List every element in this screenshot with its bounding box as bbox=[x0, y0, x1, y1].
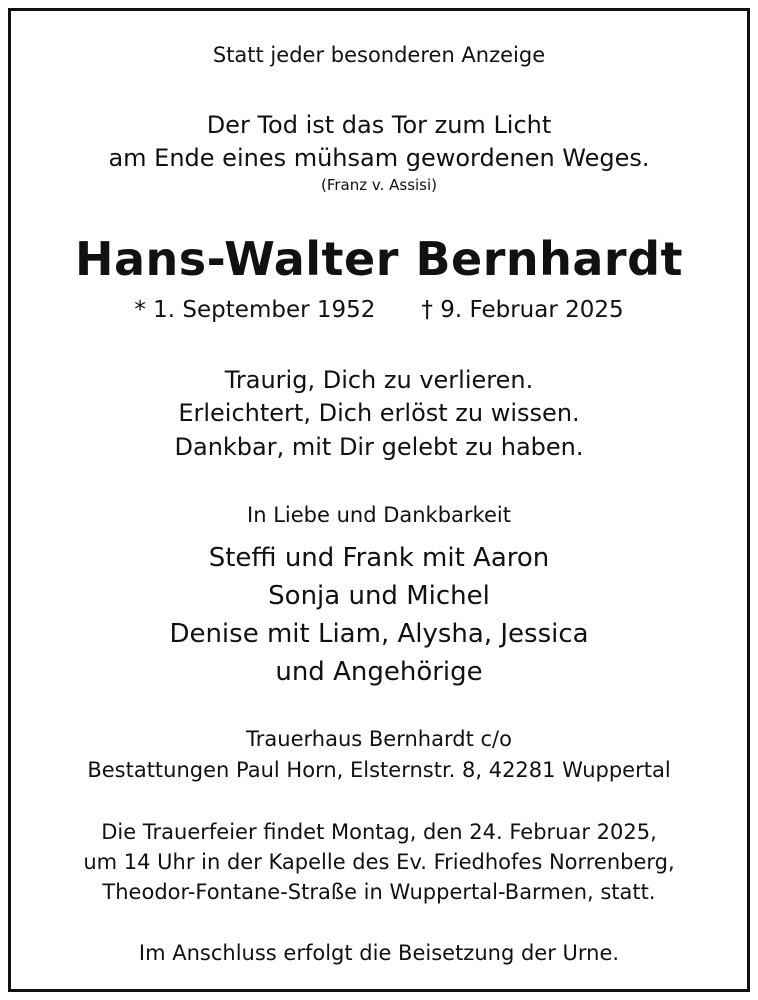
quote-line-2: am Ende eines mühsam gewordenen Weges. bbox=[108, 144, 650, 172]
mourner-line-3: Denise mit Liam, Alysha, Jessica bbox=[169, 619, 589, 649]
quote-line-1: Der Tod ist das Tor zum Licht bbox=[206, 111, 552, 139]
quote-author: (Franz v. Assisi) bbox=[320, 176, 438, 194]
ceremony-line-2: um 14 Uhr in der Kapelle des Ev. Friedhofes Norrenberg, bbox=[83, 850, 675, 874]
address-line-2: Bestattungen Paul Horn, Elsternstr. 8, 42281 Wuppertal bbox=[87, 758, 671, 782]
birth-date: * 1. September 1952 bbox=[134, 297, 376, 323]
ceremony-line-1: Die Trauerfeier findet Montag, den 24. Februar 2025, bbox=[101, 820, 657, 844]
dedication: In Liebe und Dankbarkeit bbox=[247, 503, 511, 527]
ceremony-line-3: Theodor-Fontane-Straße in Wuppertal-Barmen, statt. bbox=[102, 880, 656, 904]
life-dates bbox=[0, 299, 758, 322]
burial-note: Im Anschluss erfolgt die Beisetzung der Urne. bbox=[138, 941, 620, 965]
verse-line-3: Dankbar, mit Dir gelebt zu haben. bbox=[174, 433, 584, 461]
notice-header: Statt jeder besonderen Anzeige bbox=[212, 43, 546, 67]
verse-line-1: Traurig, Dich zu verlieren. bbox=[224, 366, 534, 394]
verse-line-2: Erleichtert, Dich erlöst zu wissen. bbox=[178, 399, 580, 427]
mourner-line-4: und Angehörige bbox=[275, 657, 483, 687]
mourner-line-2: Sonja und Michel bbox=[268, 581, 490, 611]
deceased-name: Hans-Walter Bernhardt bbox=[74, 232, 684, 286]
mourner-line-1: Steffi und Frank mit Aaron bbox=[208, 543, 550, 573]
death-date: † 9. Februar 2025 bbox=[421, 297, 624, 323]
address-line-1: Trauerhaus Bernhardt c/o bbox=[246, 727, 512, 751]
